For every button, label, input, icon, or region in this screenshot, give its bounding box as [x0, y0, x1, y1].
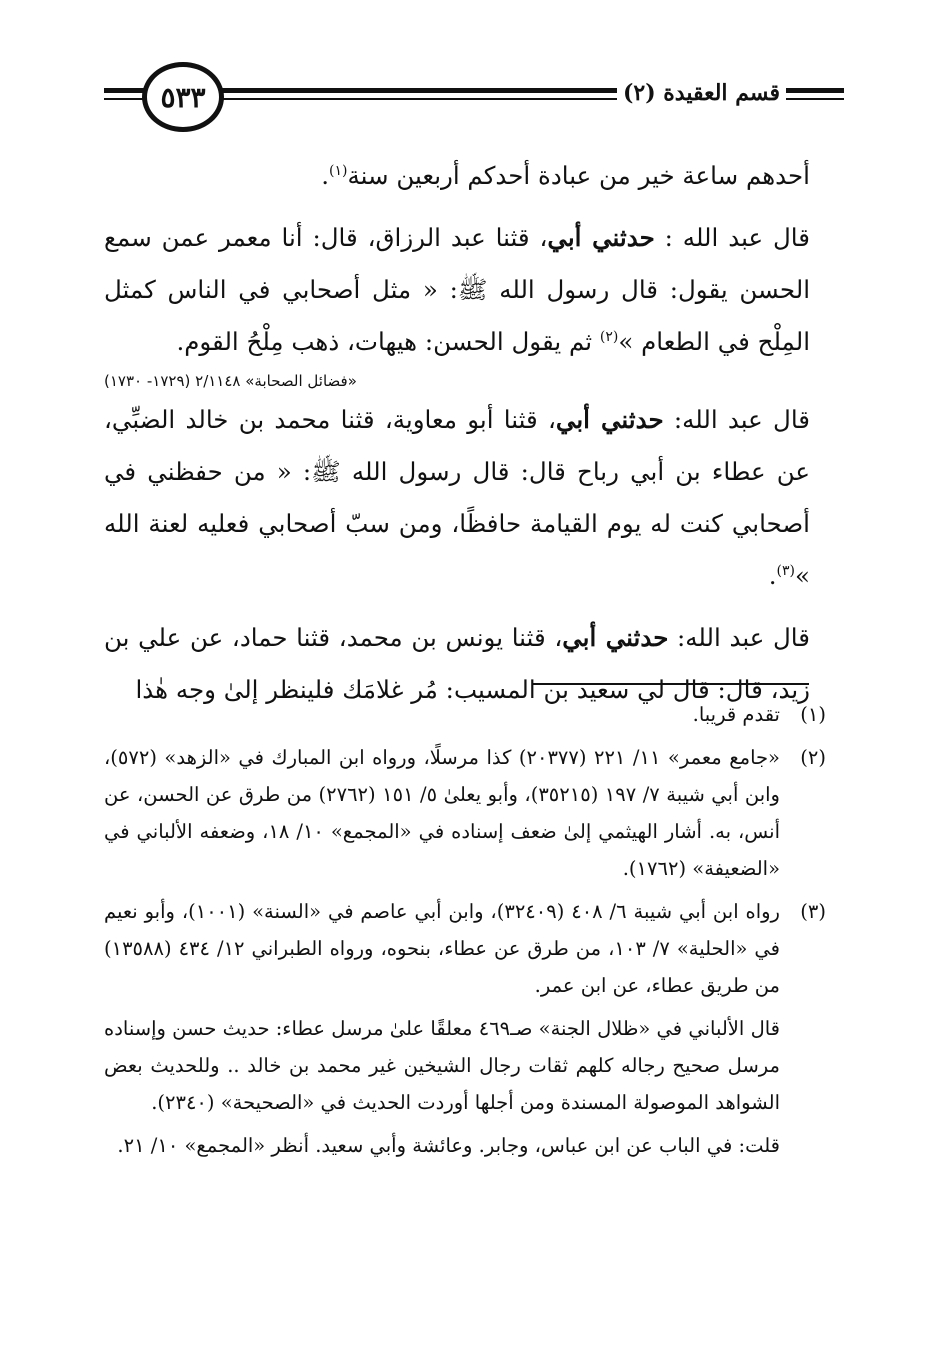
footnote-separator — [532, 683, 809, 685]
p1-end: . — [321, 161, 330, 190]
page-number-badge — [142, 62, 224, 132]
p3-bold: حدثني أبي — [555, 405, 664, 434]
footnote-ref-1: (١) — [329, 162, 348, 179]
p4-lead: قال عبد الله: — [668, 623, 810, 652]
footnote-text: رواه ابن أبي شيبة ٦/ ٤٠٨ (٣٢٤٠٩)، وابن أبي عاصم في «السنة» (١٠٠١)، وأبو نعيم في «الحلية» ٧/ ١٠٣، من طرق عن عطاء، بنحوه، ورواه الطبراني ١٢/ ٤٣٤ (١٣٥٨٨) من طريق عطاء، عن ابن عمر. — [104, 900, 780, 997]
footnote-number: (١) — [800, 703, 826, 726]
p2-lead: قال عبد الله : — [654, 223, 810, 252]
footnote-ref-3: (٣) — [776, 562, 795, 579]
footnote-1 — [104, 696, 826, 733]
footnote-3 — [104, 893, 826, 1004]
footnote-2 — [104, 739, 826, 887]
source-citation: «فضائل الصحابة» ٢/١١٤٨ (١٧٢٩- ١٧٣٠) — [104, 372, 357, 390]
footnote-text: «جامع معمر» ١١/ ٢٢١ (٢٠٣٧٧) كذا مرسلًا، ورواه ابن المبارك في «الزهد» (٥٧٢)، وابن أبي شيبة ٧/ ١٩٧ (٣٥٢١٥)، وأبو يعلىٰ ٥/ ١٥١ (٢٧٦٢) من طرق عن الحسن، عن أنس، به. أشار الهيثمي إلىٰ ضعف إسناده في «المجمع» ١٠/ ١٨، وضعفه الألباني في «الضعيفة» (١٧٦٢). — [104, 746, 780, 880]
footnote-ref-2: (٢) — [599, 328, 619, 345]
footnotes — [104, 696, 826, 1170]
page-header — [104, 62, 844, 136]
p3-text: ، قثنا أبو معاوية، قثنا محمد بن خالد الضبِّي، عن عطاء بن أبي رباح قال: قال رسول الله ﷺ: « من حفظني في أصحابي كنت له يوم القيامة حافظًا، ومن سبّ أصحابي فعليه لعنة الله » — [104, 405, 810, 590]
footnote-comment-albani: قال الألباني في «ظلال الجنة» صـ٤٦٩ معلقًا علىٰ مرسل عطاء: حديث حسن وإسناده مرسل صحيح رجاله كلهم ثقات رجال الشيخين غير محمد بن خالد .. وللحديث بعض الشواهد الموصولة المسندة ومن أجلها أوردت الحديث في «الصحيحة» (٢٣٤٠). — [104, 1017, 780, 1114]
p1-text: أحدهم ساعة خير من عبادة أحدكم أربعين سنة — [347, 161, 810, 190]
footnote-text: تقدم قريبا. — [692, 703, 780, 726]
paragraph-1 — [104, 150, 810, 202]
main-text — [104, 150, 810, 716]
paragraph-3 — [104, 394, 810, 602]
p2-text: ، قثنا عبد الرزاق، قال: أنا معمر عمن سمع الحسن يقول: قال رسول الله ﷺ: « مثل أصحابي في الناس كمثل المِلْح في الطعام » — [104, 223, 810, 356]
running-title: قسم العقيدة (٢) — [617, 80, 786, 106]
p4-bold: حدثني أبي — [562, 623, 669, 652]
footnote-number: (٢) — [800, 746, 826, 769]
paragraph-2 — [104, 212, 810, 368]
page-number: ٥٣٣ — [160, 80, 206, 114]
p3-end: . — [768, 561, 777, 590]
footnote-number: (٣) — [800, 900, 826, 923]
footnote-comment-author: قلت: في الباب عن ابن عباس، وجابر. وعائشة وأبي سعيد. أنظر «المجمع» ١٠/ ٢١. — [117, 1134, 780, 1157]
p2-end: ثم يقول الحسن: هيهات، ذهب مِلْحُ القوم. — [176, 327, 600, 356]
p2-bold: حدثني أبي — [547, 223, 655, 252]
p3-lead: قال عبد الله: — [663, 405, 810, 434]
p4-text: ، قثنا يونس بن محمد، قثنا حماد، عن علي بن زيد، قال: قال لي سعيد بن المسيب: مُر غلامَك فلينظر إلىٰ وجه هٰذا — [104, 623, 810, 704]
